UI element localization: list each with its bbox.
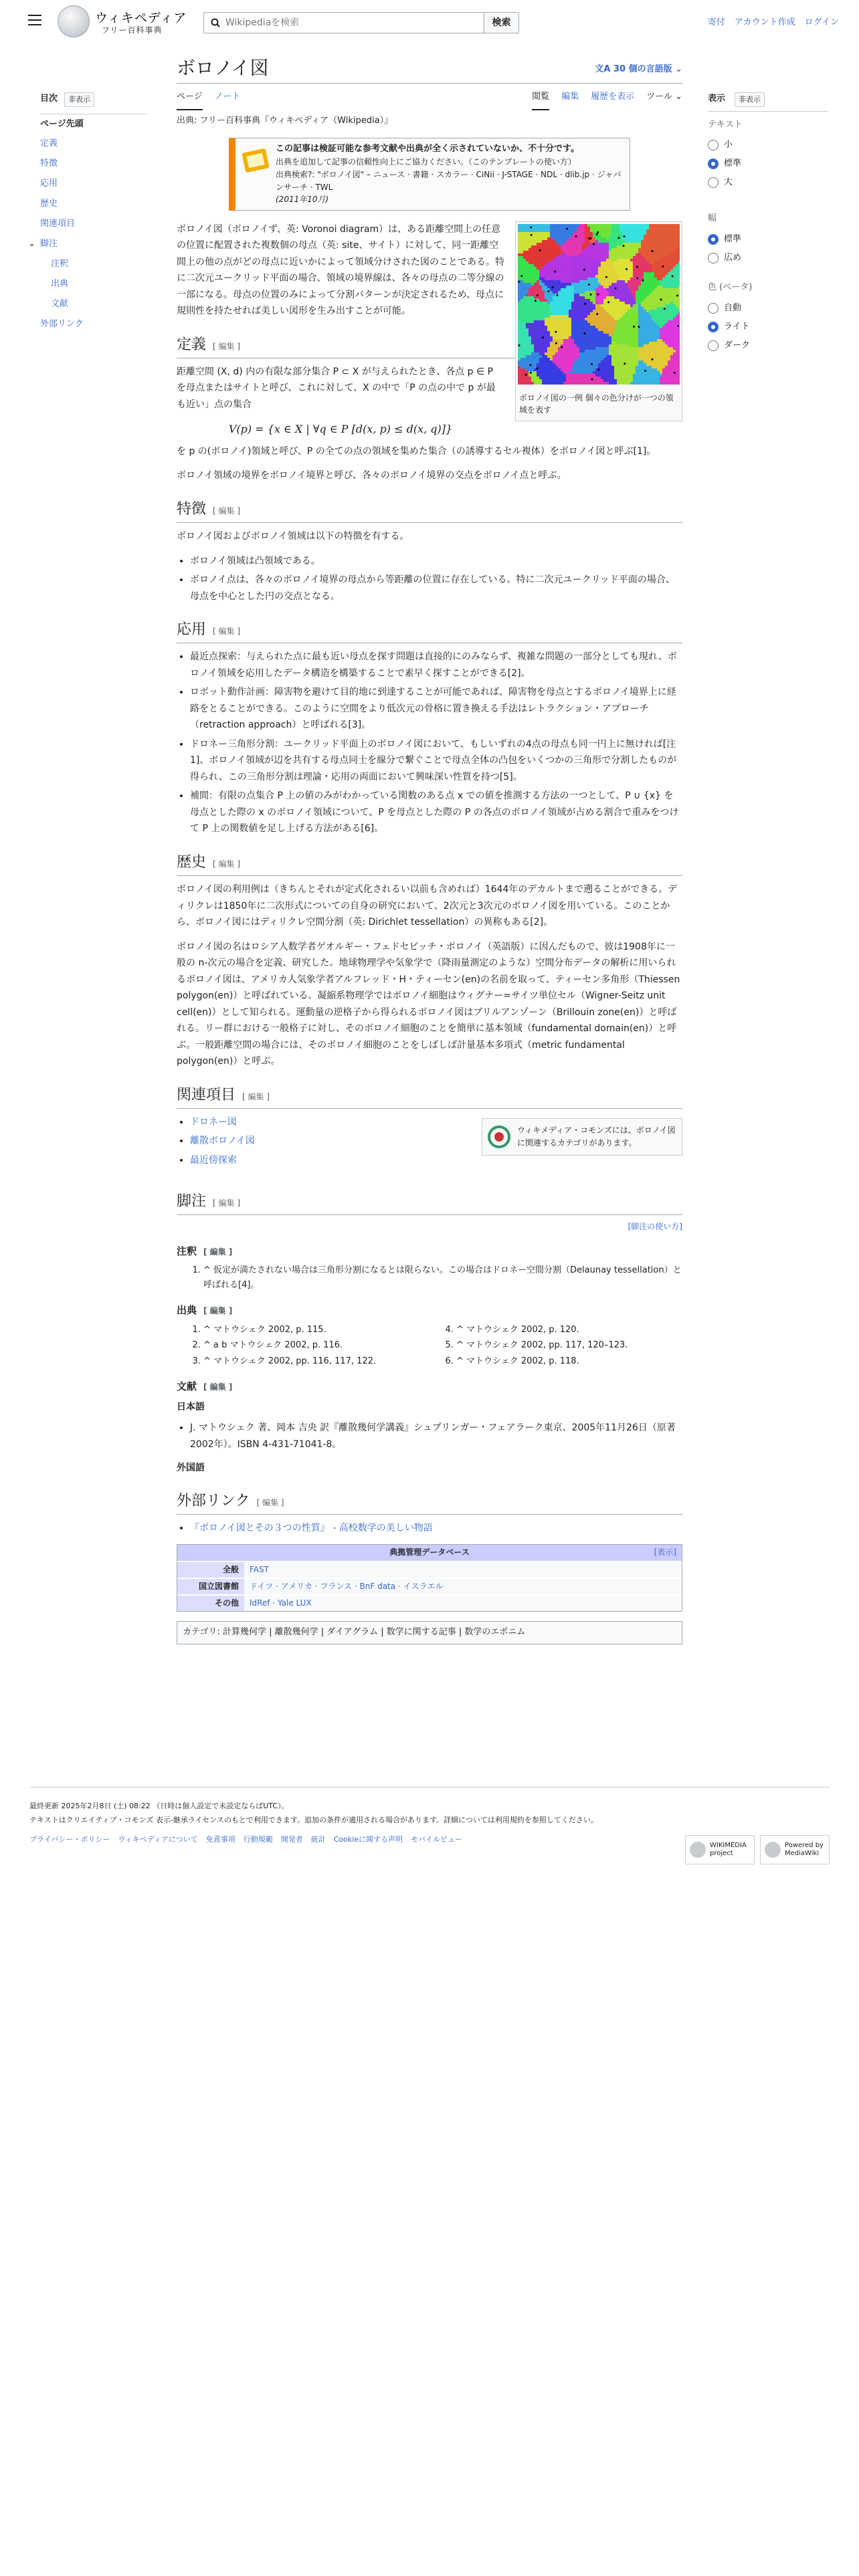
navbox-show-button[interactable]: [表示] [654,1547,676,1558]
section-heading-related [177,1083,682,1109]
authority-control-navbox [177,1544,682,1612]
footer-link[interactable]: Cookieに関する声明 [333,1834,403,1844]
search-icon [211,18,220,27]
from-line: 出典: フリー百科事典『ウィキペディア（Wikipedia）』 [177,116,393,126]
features-paragraph: ボロノイ図およびボロノイ領域は以下の特徴を有する。 [177,531,409,542]
edit-link[interactable]: [ 編集 ] [242,1091,270,1101]
reference-item[interactable]: 6. ^ マトウシェク 2002, p. 118. [456,1354,682,1369]
toc-item-literature[interactable]: 文献 [51,298,69,309]
appearance-title: 表示 [708,94,726,104]
language-count: 30 個の言語版 [613,64,672,74]
edit-link[interactable]: [ 編集 ] [213,1198,241,1208]
reference-item[interactable]: 4. ^ マトウシェク 2002, p. 120. [456,1322,682,1337]
history-paragraph-1: ボロノイ図の利用例は（きちんとそれが定式化されるい以前も含めれば）1644年のデカルトまで遡ることができる。ディリクレは1850年に二次形式についての自身の研究において、2次元と3次元のボロノイ図を用いている。このことから、ボロノイ図にはディリクレ空間分割（英: Dirichlet tessellation）の異称もある[2]。 [177,884,678,928]
wikipedia-logo-icon[interactable] [58,5,90,37]
subheading-explanatory [177,1243,682,1259]
main-menu-icon[interactable] [28,15,41,25]
radio-icon[interactable] [708,177,719,188]
text-size-standard[interactable] [708,154,828,173]
thumbnail [515,221,682,421]
intro-paragraph: ボロノイ図（ボロノイず、英: Voronoi diagram）は、ある距離空間上の任意の位置に配置された複数個の母点（英: site、サイト）に対して、同一距離空間上の他の点がどの母点に近いかによって領域分けされた図のことである。特に二次元ユークリッド平面の場合、領域の境界線は、各々の母点の二等分線の一部になる。母点の位置のみによって分割パターンが決定されるため、母点に規則性を持たせれば美しい図形を生み出すことが可能。 [177,223,504,317]
option-label: 小 [724,139,733,150]
last-updated: 最終更新 2025年2月8日 (土) 08:22 （日時は個人設定で未設定ならばUTC）。 [29,1802,289,1810]
related-link[interactable]: 離散ボロノイ図 [190,1136,255,1147]
toc-item-notes-label: 脚注 [40,238,58,249]
option-label: 広め [724,252,742,263]
option-label: 標準 [724,158,742,169]
toc-hide-button[interactable]: 非表示 [64,92,94,107]
width-standard[interactable] [708,230,828,249]
heading-text: 外部リンク [177,1492,250,1509]
width-wide[interactable] [708,249,828,267]
list-item: • ドロネー三角形分割：ユークリッド平面上のボロノイ図において、もしいずれの4点の母点も同一円上に無ければ[注 1]、ボロノイ領域が辺を共有する母点同士を線分で繋ぐことで母点全体の凸包をいくつかの三角形で分割したものが得られ、この三角形分割は理論・応用の両面において興味深い性質を持つ[5]。 [190,736,682,786]
color-auto[interactable] [708,299,828,318]
site-header [0,0,859,44]
tools-label: ツール [646,92,672,102]
definition-paragraph-1: 距離空間 (X, d) 内の有限な部分集合 P ⊂ X が与えられたとき、各点 p ∈ P を母点またはサイトと呼び、これに対して、X の中で「P の点の中で p が最も近い」点の集合 [177,366,496,410]
table-of-contents [28,92,147,334]
edit-link[interactable]: [ 編集 ] [203,1247,233,1257]
footer-link[interactable]: 行動規範 [243,1834,273,1844]
heading-text: 歴史 [177,853,207,871]
badge-text: WIKIMEDIA project [710,1842,747,1857]
tab-tools[interactable]: ツール ⌄ [646,92,682,102]
references-right [430,1322,682,1369]
donate-link[interactable]: 寄付 [707,17,725,27]
radio-selected-icon[interactable] [708,158,719,169]
heading-text: 応用 [177,621,207,639]
features-list [177,553,682,605]
reference-item[interactable]: 5. ^ マトウシェク 2002, pp. 117, 120–123. [456,1337,682,1353]
edit-link[interactable]: [ 編集 ] [213,627,241,637]
related-link[interactable]: ドロネー図 [190,1116,237,1128]
commons-logo-icon [488,1125,510,1148]
navbox-row-value[interactable]: IdRef · Yale LUX [244,1596,682,1611]
edit-link[interactable]: [ 編集 ] [256,1497,284,1507]
footer-link[interactable]: 統計 [310,1834,326,1844]
wikimedia-badge[interactable] [685,1835,755,1864]
list-item: • 補間：有限の点集合 P 上の値のみがわかっている関数のある点 x での値を推測する方法の一つとして、P ∪ {x} を母点とした際の x のボロノイ領域について、P を母点とした際の P の各点のボロノイ領域が占める割合で重みをつけて P 上の関数値を足し上げる方法がある[6]。 [190,788,682,837]
toc-title: 目次 [40,94,58,104]
heading-text: 脚注 [177,1193,207,1210]
option-label: ライト [724,321,750,332]
thumb-caption: ボロノイ図の一例 個々の色分けが一つの領域を表す [519,393,674,415]
radio-selected-icon[interactable] [708,322,719,332]
applications-list [177,649,682,837]
navbox-row [177,1561,682,1578]
toc-header [40,92,147,107]
tab-read[interactable]: 閲覧 [532,90,549,110]
notes-usage-link[interactable]: [脚注の使い方] [628,1222,682,1232]
navbox-row-label: 国立図書館 [177,1579,244,1594]
site-subtitle: フリー百科事典 [102,25,163,35]
chevron-down-icon[interactable]: ⌄ [28,238,35,249]
notice-line2: 出典を追加して記事の信頼性向上にご協力ください。（このテンプレートの使い方） [276,157,576,167]
edit-link[interactable]: [ 編集 ] [213,506,241,516]
footer-link[interactable]: 免責事項 [205,1834,235,1844]
tab-talk[interactable]: ノート [214,92,241,102]
list-item: • ボロノイ点は、各々のボロノイ境界の母点から等距離の位置に存在している。特に二次元ユークリッド平面の場合、母点を中心とした円の交点となる。 [190,572,682,605]
toc-item-applications[interactable]: 応用 [40,178,58,189]
definition-paragraph-2: を p の(ボロノイ)領域と呼び、P の全ての点の領域を集めた集合（の誘導するセル複体）をボロノイ図と呼ぶ[1]。 [177,445,656,457]
list-item: 1. ^ 仮定が満たされない場合は三角形分割になるとは限らない。この場合はドロネー空間分割（Delaunay tessellation）と呼ばれる[4]。 [203,1263,682,1293]
section-heading-external [177,1489,682,1515]
section-heading-features [177,498,682,523]
tab-page[interactable]: ページ [177,90,203,110]
appearance-header [708,92,828,112]
radio-icon[interactable] [708,140,719,150]
option-label: ダーク [724,340,751,350]
definition-paragraph-3: ボロノイ領域の境界をボロノイ境界と呼び、各々のボロノイ境界の交点をボロノイ点と呼ぶ。 [177,470,567,481]
reference-item[interactable]: 2. ^ a b マトウシェク 2002, p. 116. [203,1337,430,1353]
radio-icon[interactable] [708,303,719,314]
heading-text: 出典 [177,1303,197,1316]
text-size-large[interactable] [708,173,828,192]
appearance-hide-button[interactable]: 非表示 [735,92,765,107]
navbox-row [177,1578,682,1594]
width-label: 幅 [708,213,717,224]
toc-item-sources[interactable]: 出典 [51,278,69,289]
subheading-sources [177,1302,682,1318]
color-dark[interactable] [708,336,828,355]
references [177,1322,682,1369]
toc-item-definition[interactable]: 定義 [40,138,58,148]
references-left [177,1322,430,1369]
section-heading-history [177,851,682,876]
footer-link[interactable]: 開発者 [280,1834,303,1844]
navbox-row-value[interactable]: ドイツ · アメリカ · フランス · BnF data · イスラエル [244,1579,682,1594]
page-title: ボロノイ図 [177,57,269,79]
navbox-title: 典拠管理データベース [389,1547,470,1558]
badge-text: Powered by MediaWiki [785,1842,824,1857]
toc-item-related[interactable]: 関連項目 [40,218,76,229]
list-item: • J. マトウシェク 著、岡本 吉央 訳『離散幾何学講義』シュプリンガー・フェアラーク東京、2005年11月26日（原著2002年）。ISBN 4-431-71041-8。 [190,1420,682,1453]
page-tabs [177,90,682,110]
mediawiki-logo-icon [765,1842,781,1858]
appearance-panel [708,92,828,355]
tab-edit[interactable]: 編集 [561,92,579,102]
chevron-down-icon: ⌄ [672,64,682,74]
navbox-header [177,1545,682,1560]
heading-text: 特徴 [177,500,207,518]
article-content [177,56,682,1644]
subheading-literature [177,1378,682,1394]
text-size-small[interactable] [708,136,828,154]
notice-line3: 出典検索?: "ボロノイ図" – ニュース · 書籍 · スカラー · CiNii · J-STAGE · NDL · dlib.jp · ジャパンサーチ · TWL [276,169,622,192]
list-item: • ロボット動作計画：障害物を避けて目的地に到達することが可能であれば、障害物を母点とするボロノイ境界上に経路をとることができる。このように空間をより低次元の骨格に置き換える手法はレトラクション・アプローチ（retraction approach）と呼ばれる[3]。 [190,684,682,734]
toc-item-history[interactable]: 歴史 [40,198,58,209]
user-links [708,16,839,30]
commons-text[interactable]: ウィキメディア・コモンズには、ボロノイ図に関連するカテゴリがあります。 [517,1125,676,1148]
notice-date: (2011年10月) [276,195,329,205]
definition-formula: V(p) = {x ∈ X | ∀q ∈ P [d(x, p) ≤ d(x, q)]} [228,423,453,436]
site-title[interactable]: ウィキペディア [95,11,187,25]
search-form [203,12,519,33]
literature-japanese-heading: 日本語 [177,1401,205,1412]
search-input[interactable] [203,12,484,33]
option-label: 標準 [724,233,742,244]
mediawiki-badge[interactable] [760,1835,830,1864]
navbox-row-label: 全般 [177,1562,244,1578]
reference-item[interactable]: 3. ^ マトウシェク 2002, pp. 116, 117, 122. [203,1354,430,1369]
navbox-row-label: その他 [177,1596,244,1611]
toc-item-notes[interactable] [28,234,147,254]
toc-item-notes-explanatory[interactable]: 注釈 [51,258,69,269]
toc-item-external-links[interactable]: 外部リンク [40,318,84,329]
option-label: 大 [724,177,733,187]
footer-link[interactable]: モバイルビュー [411,1834,463,1844]
search-button[interactable]: 検索 [484,12,519,33]
tab-history[interactable]: 履歴を表示 [591,92,635,102]
toc-item-features[interactable]: 特徴 [40,158,58,169]
literature-foreign-heading: 外国語 [177,1463,205,1474]
radio-selected-icon[interactable] [708,234,719,245]
book-icon [242,148,269,173]
search-placeholder: Wikipediaを検索 [225,17,300,28]
color-light[interactable] [708,318,828,336]
explanatory-notes [177,1263,682,1293]
toc-item-top[interactable]: ページ先頭 [40,114,147,134]
edit-link[interactable]: [ 編集 ] [213,859,241,869]
edit-link[interactable]: [ 編集 ] [213,341,241,351]
create-account-link[interactable]: アカウント作成 [734,17,795,27]
color-label: 色 (ベータ) [708,282,753,293]
heading-text: 文献 [177,1380,197,1392]
license-text: テキストはクリエイティブ・コモンズ 表示-継承ライセンスのもとで利用できます。追加の条件が適用される場合があります。詳細については利用規約を参照してください。 [29,1815,598,1824]
list-item: • 最近点探索：与えられた点に最も近い母点を探す問題は直接的にのみならず、複雑な問題の一部分としても現れ、ボロノイ領域を応用したデータ構造を構築することで素早く探すことができる[2]。 [190,649,682,681]
external-link[interactable]: 『ボロノイ図とその３つの性質』 - 高校数学の美しい物語 [190,1522,433,1533]
voronoi-diagram-image[interactable] [518,224,680,385]
history-paragraph-2: ボロノイ図の名はロシア人数学者ゲオルギー・フェドセビッチ・ボロノイ（英語版）に因んだもので、彼は1908年に一般の n-次元の場合を定義、研究した。地球物理学や気象学で（降雨量測定のような）空間分布データの解析に用いられるボロノイ図は、アメリカ人気象学者アルフレッド・H・ティーセン(en)の名前を取って、ティーセン多角形（Thiessen polygon(en)）と呼ばれている。凝縮系物理学ではボロノイ細胞はウィグナー=サイツ単位セル（Wigner-Seitz unit cell(en)）として知られる。運動量の逆格子から得られるボロノイ図はブリルアンゾーン（Brillouin zone(en)）と呼ばれる。リー群における一般格子に対し、そのボロノイ細胞のことを簡単に基本領域（fundamental domain(en)）と呼ぶ。一般距離空間の場合には、そのボロノイ細胞のことをしばしば計量基本多項式（metric fundamental polygon(en)）と呼ぶ。 [177,941,680,1067]
navbox-row [177,1594,682,1611]
language-button[interactable] [595,63,682,77]
section-heading-notes [177,1190,682,1215]
option-label: 自動 [724,302,742,313]
reference-item[interactable]: 1. ^ マトウシェク 2002, p. 115. [203,1322,430,1337]
literature-list [177,1420,682,1453]
wikimedia-logo-icon [690,1842,706,1858]
edit-link[interactable]: [ 編集 ] [203,1382,233,1392]
login-link[interactable]: ログイン [804,17,839,27]
notice-line1: この記事は検証可能な参考文献や出典が全く示されていないか、不十分です。 [276,144,579,154]
radio-icon[interactable] [708,340,719,351]
translate-icon: 文A [595,64,613,74]
section-heading-applications [177,618,682,643]
external-links-list [177,1520,682,1537]
heading-text: 定義 [177,336,207,353]
heading-text: 注釈 [177,1245,197,1257]
text-size-label: テキスト [708,119,743,130]
footer-link[interactable]: ウィキペディアについて [118,1834,198,1844]
title-bar [177,56,682,84]
navbox-row-value[interactable]: FAST [244,1562,682,1578]
edit-link[interactable]: [ 編集 ] [203,1305,233,1315]
related-link[interactable]: 最近傍探索 [190,1154,237,1166]
category-box[interactable]: カテゴリ: 計算幾何学 | 離散幾何学 | ダイアグラム | 数学に関する記事 | 数学のエポニム [177,1621,682,1644]
radio-icon[interactable] [708,253,719,263]
refimprove-notice [229,138,630,211]
heading-text: 関連項目 [177,1086,236,1103]
footer-link[interactable]: プライバシー・ポリシー [29,1834,110,1844]
commons-box [482,1118,682,1156]
list-item: • ボロノイ領域は凸領域である。 [190,553,682,570]
